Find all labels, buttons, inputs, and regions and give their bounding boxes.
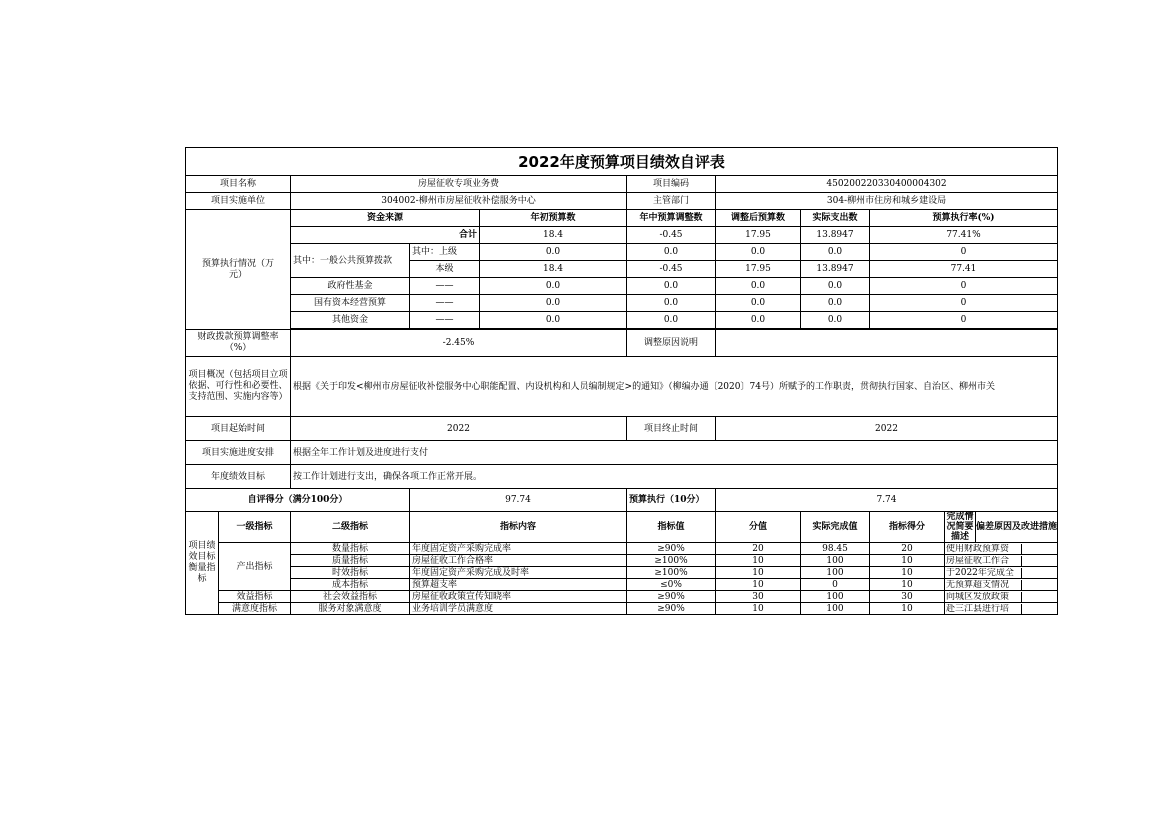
- fund-label: 政府性基金: [291, 278, 410, 295]
- other-funds-rate: 0: [870, 312, 1058, 329]
- adjust-rate-value: -2.45%: [291, 330, 627, 357]
- ind-desc: 向城区发放政策: [945, 592, 1022, 602]
- total-initial: 18.4: [480, 227, 627, 244]
- header-actual: 实际支出数: [801, 210, 870, 227]
- capital-adjusted: 0.0: [716, 295, 801, 312]
- performance-evaluation-table: [185, 147, 1058, 615]
- ind-actual: 100: [801, 567, 870, 579]
- ind-desc-row: [945, 603, 1058, 615]
- ind-deviation: [1022, 568, 1057, 578]
- fund-adjusted: 0.0: [716, 278, 801, 295]
- project-code-value: 450200220330400004302: [716, 176, 1058, 193]
- ind-header-content: 指标内容: [410, 512, 627, 543]
- ind-level2: 成本指标: [291, 579, 410, 591]
- ind-score: 20: [870, 543, 945, 555]
- dept-label: 主管部门: [627, 193, 716, 210]
- ind-header-weight: 分值: [716, 512, 801, 543]
- ind-content: 业务培训学员满意度: [410, 603, 627, 615]
- ind-score: 10: [870, 567, 945, 579]
- ind-desc: 使用财政预算资: [945, 544, 1022, 554]
- end-time-value: 2022: [716, 417, 1058, 441]
- ind-desc-row: [945, 567, 1058, 579]
- indicators-section-label: 项目绩效目标衡量指标: [186, 512, 219, 615]
- ind-target: ≥100%: [627, 567, 716, 579]
- progress-label: 项目实施进度安排: [186, 441, 291, 465]
- ind-desc-row: [945, 579, 1058, 591]
- capital-rate: 0: [870, 295, 1058, 312]
- budget-exec-value: 7.74: [716, 489, 1058, 512]
- ind-level2: 社会效益指标: [291, 591, 410, 603]
- header-adjusted: 调整后预算数: [716, 210, 801, 227]
- ind-actual: 100: [801, 555, 870, 567]
- budget-section-label: 预算执行情况（万元）: [186, 210, 291, 330]
- ind-weight: 10: [716, 603, 801, 615]
- ind-content: 房屋征收工作合格率: [410, 555, 627, 567]
- ind-weight: 10: [716, 555, 801, 567]
- ind-weight: 10: [716, 579, 801, 591]
- project-name-value: 房屋征收专项业务费: [291, 176, 627, 193]
- ind-content: 预算超支率: [410, 579, 627, 591]
- ind-desc: 于2022年完成全: [945, 568, 1022, 578]
- header-rate: 预算执行率(%): [870, 210, 1058, 227]
- ind-weight: 30: [716, 591, 801, 603]
- dept-value: 304-柳州市住房和城乡建设局: [716, 193, 1058, 210]
- other-funds-mid-adjust: 0.0: [627, 312, 716, 329]
- ind-desc: 赴三江县进行培: [945, 604, 1022, 614]
- ind-header-actual: 实际完成值: [801, 512, 870, 543]
- ind-target: ≥90%: [627, 543, 716, 555]
- ind-content: 年度固定资产采购完成率: [410, 543, 627, 555]
- project-name-label: 项目名称: [186, 176, 291, 193]
- capital-actual: 0.0: [801, 295, 870, 312]
- ind-header-level2: 二级指标: [291, 512, 410, 543]
- capital-mid-adjust: 0.0: [627, 295, 716, 312]
- fund-dash: ——: [410, 278, 480, 295]
- fund-initial: 0.0: [480, 278, 627, 295]
- end-time-label: 项目终止时间: [627, 417, 716, 441]
- ind-weight: 10: [716, 567, 801, 579]
- ind-deviation: [1022, 592, 1057, 602]
- local-label: 本级: [410, 261, 480, 278]
- other-funds-actual: 0.0: [801, 312, 870, 329]
- start-time-value: 2022: [291, 417, 627, 441]
- adjust-rate-label: 财政拨款预算调整率（%）: [186, 330, 291, 357]
- fund-rate: 0: [870, 278, 1058, 295]
- local-mid-adjust: -0.45: [627, 261, 716, 278]
- upper-adjusted: 0.0: [716, 244, 801, 261]
- ind-content: 年度固定资产采购完成及时率: [410, 567, 627, 579]
- general-budget-label: 其中：一般公共预算拨款: [291, 244, 410, 278]
- ind-desc: 无预算超支情况: [945, 580, 1022, 590]
- local-adjusted: 17.95: [716, 261, 801, 278]
- ind-score: 10: [870, 603, 945, 615]
- ind-header-deviation: 偏差原因及改进措施: [975, 522, 1057, 532]
- ind-header-desc-dev: [945, 512, 1058, 543]
- upper-rate: 0: [870, 244, 1058, 261]
- total-actual: 13.8947: [801, 227, 870, 244]
- ind-level2: 服务对象满意度: [291, 603, 410, 615]
- fund-mid-adjust: 0.0: [627, 278, 716, 295]
- ind-level2: 时效指标: [291, 567, 410, 579]
- adjust-reason-value: [716, 330, 1058, 357]
- ind-target: ≤0%: [627, 579, 716, 591]
- capital-dash: ——: [410, 295, 480, 312]
- total-adjusted: 17.95: [716, 227, 801, 244]
- start-time-label: 项目起始时间: [186, 417, 291, 441]
- upper-initial: 0.0: [480, 244, 627, 261]
- total-rate: 77.41%: [870, 227, 1058, 244]
- header-source: 资金来源: [291, 210, 480, 227]
- total-label: 合计: [291, 227, 480, 244]
- ind-header-level1: 一级指标: [219, 512, 291, 543]
- ind-weight: 20: [716, 543, 801, 555]
- ind-target: ≥100%: [627, 555, 716, 567]
- overview-label: 项目概况（包括项目立项依据、可行性和必要性、支持范围、实施内容等）: [186, 357, 291, 417]
- ind-deviation: [1022, 544, 1057, 554]
- upper-actual: 0.0: [801, 244, 870, 261]
- satisfaction-indicator-label: 满意度指标: [219, 603, 291, 615]
- ind-actual: 0: [801, 579, 870, 591]
- ind-actual: 98.45: [801, 543, 870, 555]
- ind-header-score: 指标得分: [870, 512, 945, 543]
- other-funds-adjusted: 0.0: [716, 312, 801, 329]
- ind-desc-row: [945, 543, 1058, 555]
- upper-label: 其中：上级: [410, 244, 480, 261]
- ind-desc-row: [945, 591, 1058, 603]
- other-funds-initial: 0.0: [480, 312, 627, 329]
- ind-deviation: [1022, 556, 1057, 566]
- goal-text: 按工作计划进行支出，确保各项工作正常开展。: [291, 465, 1058, 489]
- budget-exec-label: 预算执行（10分）: [627, 489, 716, 512]
- upper-mid-adjust: 0.0: [627, 244, 716, 261]
- other-funds-dash: ——: [410, 312, 480, 329]
- unit-value: 304002-柳州市房屋征收补偿服务中心: [291, 193, 627, 210]
- total-mid-adjust: -0.45: [627, 227, 716, 244]
- ind-level2: 数量指标: [291, 543, 410, 555]
- ind-actual: 100: [801, 591, 870, 603]
- ind-deviation: [1022, 580, 1057, 590]
- ind-header-desc: 完成情况简要描述: [945, 512, 976, 542]
- overview-text: 根据《关于印发<柳州市房屋征收补偿服务中心职能配置、内设机构和人员编制规定>的通知》（柳编办通〔2020〕74号）所赋予的工作职责，贯彻执行国家、自治区、柳州市关: [291, 357, 1058, 417]
- self-score-value: 97.74: [410, 489, 627, 512]
- local-rate: 77.41: [870, 261, 1058, 278]
- ind-score: 30: [870, 591, 945, 603]
- ind-desc: 房屋征收工作合: [945, 556, 1022, 566]
- ind-score: 10: [870, 555, 945, 567]
- header-initial: 年初预算数: [480, 210, 627, 227]
- unit-label: 项目实施单位: [186, 193, 291, 210]
- ind-deviation: [1022, 604, 1057, 614]
- table-title: 2022年度预算项目绩效自评表: [186, 148, 1058, 176]
- capital-initial: 0.0: [480, 295, 627, 312]
- ind-content: 房屋征收政策宣传知晓率: [410, 591, 627, 603]
- adjust-reason-label: 调整原因说明: [627, 330, 716, 357]
- ind-level2: 质量指标: [291, 555, 410, 567]
- ind-target: ≥90%: [627, 603, 716, 615]
- ind-desc-row: [945, 555, 1058, 567]
- fund-actual: 0.0: [801, 278, 870, 295]
- local-initial: 18.4: [480, 261, 627, 278]
- header-mid-adjust: 年中预算调整数: [627, 210, 716, 227]
- project-code-label: 项目编码: [627, 176, 716, 193]
- benefit-indicator-label: 效益指标: [219, 591, 291, 603]
- local-actual: 13.8947: [801, 261, 870, 278]
- self-score-label: 自评得分（满分100分）: [186, 489, 410, 512]
- other-funds-label: 其他资金: [291, 312, 410, 329]
- capital-label: 国有资本经营预算: [291, 295, 410, 312]
- ind-target: ≥90%: [627, 591, 716, 603]
- output-indicator-label: 产出指标: [219, 543, 291, 591]
- goal-label: 年度绩效目标: [186, 465, 291, 489]
- ind-header-target: 指标值: [627, 512, 716, 543]
- progress-text: 根据全年工作计划及进度进行支付: [291, 441, 1058, 465]
- ind-actual: 100: [801, 603, 870, 615]
- ind-score: 10: [870, 579, 945, 591]
